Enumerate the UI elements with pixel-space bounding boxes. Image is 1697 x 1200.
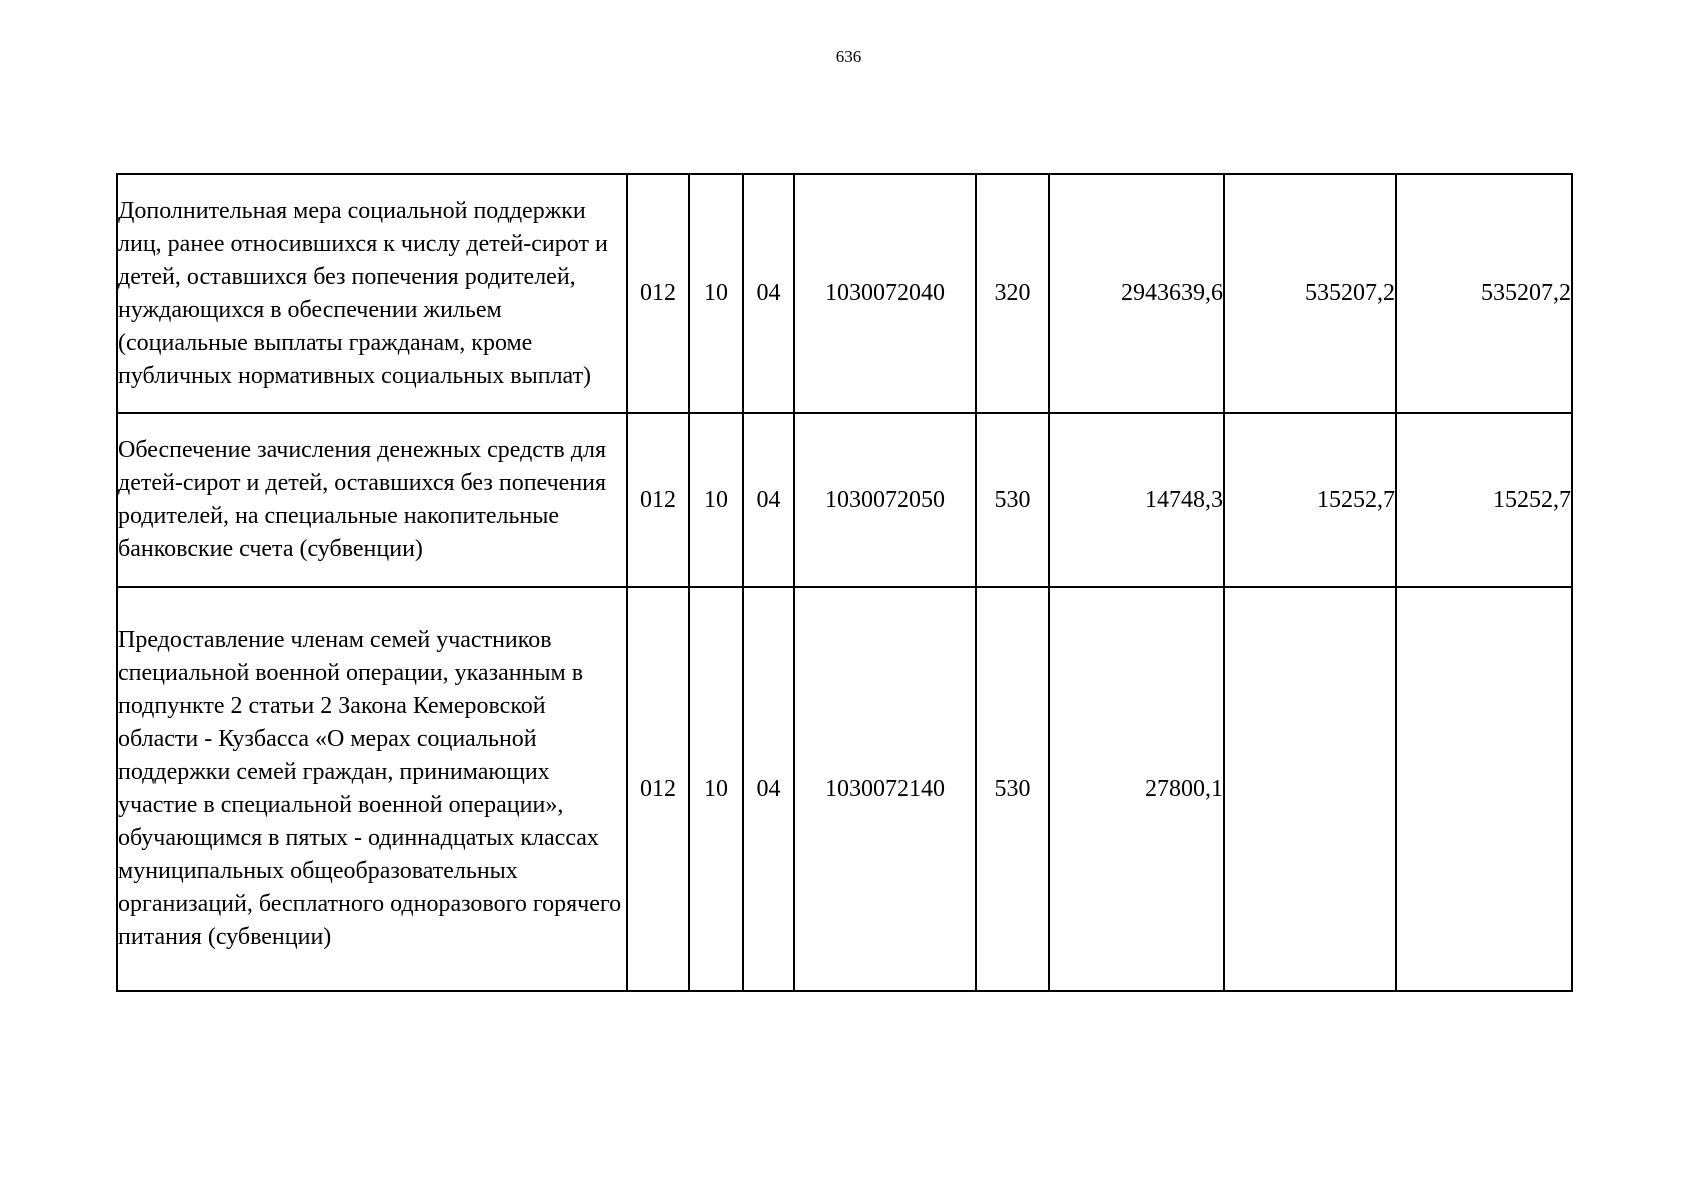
expense-type-code: 320 bbox=[976, 174, 1049, 413]
expense-type-code: 530 bbox=[976, 587, 1049, 991]
amount-year-2 bbox=[1224, 587, 1396, 991]
amount-year-3: 535207,2 bbox=[1396, 174, 1572, 413]
amount-year-1: 27800,1 bbox=[1049, 587, 1224, 991]
budget-table bbox=[116, 173, 1573, 992]
subsection-code: 04 bbox=[743, 413, 794, 587]
row-description: Обеспечение зачисления денежных средств для детей-сирот и детей, оставшихся без попечения родителей, на специальные накопительные банковские счета (субвенции) bbox=[117, 413, 627, 587]
amount-year-3: 15252,7 bbox=[1396, 413, 1572, 587]
target-item-code: 1030072050 bbox=[794, 413, 976, 587]
amount-year-3 bbox=[1396, 587, 1572, 991]
table-row bbox=[117, 174, 1572, 413]
amount-year-2: 15252,7 bbox=[1224, 413, 1396, 587]
amount-year-2: 535207,2 bbox=[1224, 174, 1396, 413]
subsection-code: 04 bbox=[743, 174, 794, 413]
section-code: 10 bbox=[689, 413, 743, 587]
section-code: 10 bbox=[689, 174, 743, 413]
table-row bbox=[117, 587, 1572, 991]
amount-year-1: 2943639,6 bbox=[1049, 174, 1224, 413]
target-item-code: 1030072040 bbox=[794, 174, 976, 413]
ministry-code: 012 bbox=[627, 587, 689, 991]
ministry-code: 012 bbox=[627, 174, 689, 413]
target-item-code: 1030072140 bbox=[794, 587, 976, 991]
expense-type-code: 530 bbox=[976, 413, 1049, 587]
row-description: Дополнительная мера социальной поддержки лиц, ранее относившихся к числу детей-сирот и детей, оставшихся без попечения родителей, нуждающихся в обеспечении жильем (социальные выплаты гражданам, кроме публичных нормативных социальных выплат) bbox=[117, 174, 627, 413]
table-row bbox=[117, 413, 1572, 587]
row-description: Предоставление членам семей участников специальной военной операции, указанным в подпункте 2 статьи 2 Закона Кемеровской области - Кузбасса «О мерах социальной поддержки семей граждан, принимающих участие в специальной военной операции», обучающимся в пятых - одиннадцатых классах муниципальных общеобразовательных организаций, бесплатного одноразового горячего питания (субвенции) bbox=[117, 587, 627, 991]
ministry-code: 012 bbox=[627, 413, 689, 587]
subsection-code: 04 bbox=[743, 587, 794, 991]
amount-year-1: 14748,3 bbox=[1049, 413, 1224, 587]
page-number: 636 bbox=[835, 47, 862, 66]
section-code: 10 bbox=[689, 587, 743, 991]
